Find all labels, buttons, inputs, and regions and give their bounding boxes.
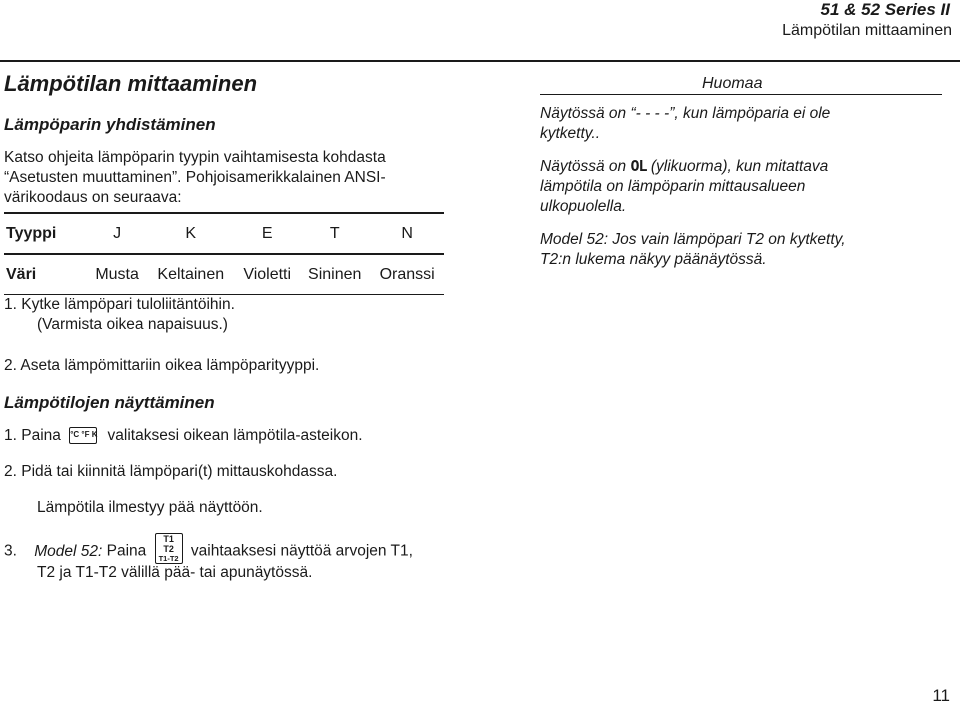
note-title: Huomaa bbox=[702, 75, 763, 92]
table-cell: Musta bbox=[88, 254, 146, 295]
note-p1-line-2: kytketty.. bbox=[540, 125, 601, 142]
note-p2-line-2: lämpötila on lämpöparin mittausalueen bbox=[540, 178, 806, 195]
ansi-color-table bbox=[4, 212, 444, 295]
key-label-t1-t2: T1-T2 bbox=[158, 554, 179, 563]
table-cell: Väri bbox=[4, 254, 88, 295]
table-cell: K bbox=[146, 213, 235, 254]
display-step-3-number: 3. bbox=[4, 542, 17, 560]
table-cell: Violetti bbox=[235, 254, 299, 295]
note-p2-post: (ylikuorma), kun mitattava bbox=[650, 158, 829, 175]
table-cell: N bbox=[370, 213, 444, 254]
intro-line-2: “Asetusten muuttaminen”. Pohjoisamerikkalainen ANSI- bbox=[4, 169, 386, 186]
key-label-t1: T1 bbox=[163, 534, 174, 544]
t1-t2-key-icon bbox=[155, 533, 183, 564]
table-cell: Oranssi bbox=[370, 254, 444, 295]
note-rule bbox=[540, 94, 942, 95]
display-step-1 bbox=[4, 426, 363, 446]
page-number: 11 bbox=[932, 686, 950, 705]
note-paragraph-1 bbox=[540, 104, 940, 144]
table-cell: Sininen bbox=[299, 254, 370, 295]
table-cell: E bbox=[235, 213, 299, 254]
display-step-3-model: Model 52: bbox=[34, 542, 103, 560]
display-step-1-post: valitaksesi oikean lämpötila-asteikon. bbox=[107, 427, 363, 444]
display-step-3-pre: Paina bbox=[106, 542, 147, 560]
table-cell: J bbox=[88, 213, 146, 254]
intro-line-3: värikoodaus on seuraava: bbox=[4, 189, 182, 206]
note-p2-line-3: ulkopuolella. bbox=[540, 198, 627, 215]
table-cell: Keltainen bbox=[146, 254, 235, 295]
overload-symbol: OL bbox=[630, 157, 647, 175]
table-cell: T bbox=[299, 213, 370, 254]
display-step-3-post: vaihtaaksesi näyttöä arvojen T1, bbox=[190, 542, 413, 560]
table-cell: Tyyppi bbox=[4, 213, 88, 254]
header-rule bbox=[0, 60, 960, 62]
note-p2-line-1 bbox=[540, 156, 940, 177]
step-1-note: (Varmista oikea napaisuus.) bbox=[37, 316, 228, 333]
note-paragraph-2 bbox=[540, 156, 940, 217]
intro-line-1: Katso ohjeita lämpöparin tyypin vaihtamisesta kohdasta bbox=[4, 149, 386, 166]
note-paragraph-3 bbox=[540, 230, 940, 270]
section-heading-display: Lämpötilojen näyttäminen bbox=[4, 393, 215, 412]
note-p2-pre: Näytössä on bbox=[540, 158, 627, 175]
page-title: Lämpötilan mittaaminen bbox=[4, 71, 258, 96]
display-step-3-line-2: T2 ja T1-T2 välillä pää- tai apunäytössä. bbox=[37, 564, 313, 581]
note-p1-line-1: Näytössä on “- - - -”, kun lämpöparia ei ole bbox=[540, 105, 831, 122]
step-2: 2. Aseta lämpömittariin oikea lämpöparityyppi. bbox=[4, 357, 320, 374]
note-p3-line-2: T2:n lukema näkyy päänäytössä. bbox=[540, 251, 767, 268]
section-heading-connect: Lämpöparin yhdistäminen bbox=[4, 115, 216, 134]
unit-key-icon: °C °F K bbox=[69, 427, 97, 444]
key-label-t2: T2 bbox=[163, 544, 174, 554]
step-1: 1. Kytke lämpöpari tuloliitäntöihin. bbox=[4, 296, 235, 313]
display-step-2-note: Lämpötila ilmestyy pää näyttöön. bbox=[37, 499, 263, 516]
table-row-type bbox=[4, 213, 444, 254]
header-section: Lämpötilan mittaaminen bbox=[782, 22, 952, 39]
note-p3-line-1: Model 52: Jos vain lämpöpari T2 on kytketty, bbox=[540, 231, 846, 248]
table-row-color bbox=[4, 254, 444, 295]
display-step-1-pre: 1. Paina bbox=[4, 427, 61, 444]
display-step-2: 2. Pidä tai kiinnitä lämpöpari(t) mittauskohdassa. bbox=[4, 463, 338, 480]
header-series: 51 & 52 Series II bbox=[820, 0, 950, 19]
